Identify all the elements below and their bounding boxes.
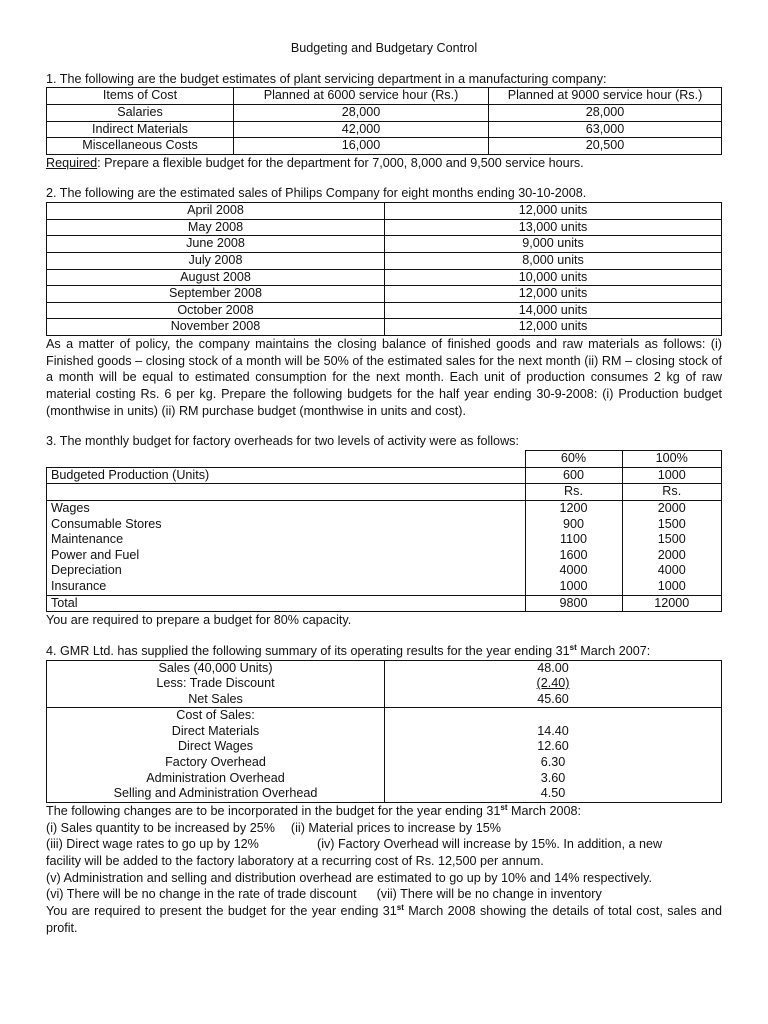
table-cell: 8,000 units xyxy=(385,252,722,269)
q4-heading xyxy=(46,643,722,660)
table-header-cell: Planned at 6000 service hour (Rs.) xyxy=(234,88,489,105)
trade-discount-value: (2.40) xyxy=(536,676,570,691)
table-cell: Net Sales xyxy=(47,692,385,708)
table-row xyxy=(47,786,722,802)
table-cell: 12,000 units xyxy=(385,203,722,220)
table-cell: 2000 xyxy=(622,548,722,564)
table-cell: 12.60 xyxy=(385,739,722,755)
table-cell: Sales (40,000 Units) xyxy=(47,660,385,676)
table-cell: 4000 xyxy=(525,563,622,579)
table-cell: 1000 xyxy=(622,579,722,595)
table-cell: Power and Fuel xyxy=(47,548,526,564)
table-row xyxy=(47,724,722,740)
table-row xyxy=(47,203,722,220)
table-row xyxy=(47,484,722,501)
q4-line xyxy=(46,836,722,853)
table-cell: 4.50 xyxy=(385,786,722,802)
document-page xyxy=(46,40,722,936)
table-cell: Insurance xyxy=(47,579,526,595)
changes-text: The following changes are to be incorporated in the budget for the year ending 31 xyxy=(46,803,501,818)
table-row xyxy=(47,302,722,319)
table-row xyxy=(47,500,722,516)
change-item: (ii) Material prices to increase by 15% xyxy=(290,820,501,835)
change-item: (vii) There will be no change in inventory xyxy=(376,887,602,902)
table-cell: 13,000 units xyxy=(385,219,722,236)
table-cell: Rs. xyxy=(525,484,622,501)
table-cell: Cost of Sales: xyxy=(47,708,385,724)
table-row xyxy=(47,563,722,579)
table-cell: 20,500 xyxy=(489,138,722,155)
table-cell: 3.60 xyxy=(385,771,722,787)
table-cell: 1500 xyxy=(622,517,722,533)
q4-changes-heading xyxy=(46,803,722,820)
table-row xyxy=(47,252,722,269)
q4-heading-text: 4. GMR Ltd. has supplied the following summary of its operating results for the year ending 31 xyxy=(46,643,570,658)
table-row xyxy=(47,286,722,303)
page-title: Budgeting and Budgetary Control xyxy=(290,41,478,55)
table-cell: 14.40 xyxy=(385,724,722,740)
table-cell: Salaries xyxy=(47,105,234,122)
table-row xyxy=(47,548,722,564)
table-row xyxy=(47,219,722,236)
table-cell: July 2008 xyxy=(47,252,385,269)
table-cell: 1600 xyxy=(525,548,622,564)
table-row xyxy=(47,676,722,692)
table-row xyxy=(47,755,722,771)
table-cell: 42,000 xyxy=(234,121,489,138)
ordinal-suffix: st xyxy=(500,802,508,812)
table-cell: Rs. xyxy=(622,484,722,501)
table-row xyxy=(47,579,722,595)
table-cell: 4000 xyxy=(622,563,722,579)
table-cell: Wages xyxy=(47,500,526,516)
table-cell: 1500 xyxy=(622,532,722,548)
table-cell: Maintenance xyxy=(47,532,526,548)
table-cell: October 2008 xyxy=(47,302,385,319)
table-cell: September 2008 xyxy=(47,286,385,303)
table-cell: 9800 xyxy=(525,595,622,612)
table-row xyxy=(47,236,722,253)
table-cell-empty xyxy=(47,484,526,501)
table-cell: 63,000 xyxy=(489,121,722,138)
table-cell: Miscellaneous Costs xyxy=(47,138,234,155)
table-header-cell: 100% xyxy=(622,451,722,468)
table-header-cell: Planned at 9000 service hour (Rs.) xyxy=(489,88,722,105)
table-cell: 2000 xyxy=(622,500,722,516)
table-cell: June 2008 xyxy=(47,236,385,253)
table-cell: Less: Trade Discount xyxy=(47,676,385,692)
q3-heading: 3. The monthly budget for factory overheads for two levels of activity were as follows: xyxy=(46,434,519,449)
table-cell: 16,000 xyxy=(234,138,489,155)
table-cell: Administration Overhead xyxy=(47,771,385,787)
table-row xyxy=(47,660,722,676)
table-cell: 12,000 units xyxy=(385,286,722,303)
change-item: (iv) Factory Overhead will increase by 15%. In addition, a new xyxy=(317,837,663,852)
table-cell: November 2008 xyxy=(47,319,385,336)
table-row xyxy=(47,771,722,787)
table-total-row xyxy=(47,595,722,612)
table-cell: Direct Materials xyxy=(47,724,385,740)
q2-heading: 2. The following are the estimated sales of Philips Company for eight months ending 30-10-2008. xyxy=(46,186,587,201)
final-text: March 2008 showing the details of total cost, sales and profit. xyxy=(46,904,722,935)
table-cell: 1200 xyxy=(525,500,622,516)
q4-line xyxy=(46,820,722,837)
table-header-cell: Items of Cost xyxy=(47,88,234,105)
table-cell xyxy=(385,708,722,724)
q3-footer: You are required to prepare a budget for 80% capacity. xyxy=(46,613,352,628)
table-cell: Indirect Materials xyxy=(47,121,234,138)
table-row xyxy=(47,739,722,755)
table-header-row xyxy=(47,88,722,105)
q4-heading-text: March 2007: xyxy=(576,643,651,658)
q4-line: facility will be added to the factory laboratory at a recurring cost of Rs. 12,500 per annum. xyxy=(46,853,544,868)
table-cell: 1000 xyxy=(525,579,622,595)
table-cell: April 2008 xyxy=(47,203,385,220)
table-cell: Factory Overhead xyxy=(47,755,385,771)
table-cell xyxy=(385,676,722,692)
table-cell: 900 xyxy=(525,517,622,533)
change-item: (vi) There will be no change in the rate of trade discount xyxy=(46,887,357,902)
change-item: (iii) Direct wage rates to go up by 12% xyxy=(46,837,259,852)
table-cell: Consumable Stores xyxy=(47,517,526,533)
ordinal-suffix: st xyxy=(569,642,577,652)
table-cell: 6.30 xyxy=(385,755,722,771)
table-row xyxy=(47,121,722,138)
table-cell: May 2008 xyxy=(47,219,385,236)
table-row xyxy=(47,467,722,484)
table-cell: 600 xyxy=(525,467,622,484)
table-cell: 45.60 xyxy=(385,692,722,708)
final-text: You are required to present the budget for the year ending 31 xyxy=(46,904,397,919)
q3-table xyxy=(46,450,722,612)
table-cell: 1100 xyxy=(525,532,622,548)
q2-table xyxy=(46,202,722,336)
required-label: Required xyxy=(46,155,98,170)
q1-heading: 1. The following are the budget estimates of plant servicing department in a manufacturing company: xyxy=(46,71,607,86)
table-row xyxy=(47,517,722,533)
table-cell: Depreciation xyxy=(47,563,526,579)
changes-text: March 2008: xyxy=(507,803,582,818)
table-cell: 9,000 units xyxy=(385,236,722,253)
q1-required xyxy=(46,155,722,172)
table-cell: Budgeted Production (Units) xyxy=(47,467,526,484)
q4-line: (v) Administration and selling and distribution overhead are estimated to go up by 10% and 14% respectively. xyxy=(46,870,653,885)
table-cell: August 2008 xyxy=(47,269,385,286)
table-cell: 48.00 xyxy=(385,660,722,676)
ordinal-suffix: st xyxy=(396,902,404,912)
table-cell: Total xyxy=(47,595,526,612)
table-row xyxy=(47,319,722,336)
table-row xyxy=(47,532,722,548)
table-cell-empty xyxy=(47,451,526,468)
table-cell: 12000 xyxy=(622,595,722,612)
table-row xyxy=(47,708,722,724)
q4-final xyxy=(46,903,722,936)
table-cell: 12,000 units xyxy=(385,319,722,336)
table-cell: 10,000 units xyxy=(385,269,722,286)
q4-line xyxy=(46,886,722,903)
q2-paragraph: As a matter of policy, the company maintains the closing balance of finished goods and raw materials as follows: (i) Finished goods – closing stock of a month will be 50% of the estimated sales for the next month (ii) RM – closing stock of a month will be equal to estimated consumption for the next month. Each unit of production consumes 2 kg of raw material costing Rs. 6 per kg. Prepare the following budgets for the half year ending 30-9-2008: (i) Production budget (monthwise in units) (ii) RM purchase budget (monthwise in units and cost). xyxy=(46,336,722,418)
table-row xyxy=(47,269,722,286)
q4-table xyxy=(46,660,722,803)
table-cell: 1000 xyxy=(622,467,722,484)
required-text: : Prepare a flexible budget for the department for 7,000, 8,000 and 9,500 service hours. xyxy=(97,155,584,170)
table-cell: 28,000 xyxy=(234,105,489,122)
table-row xyxy=(47,138,722,155)
table-cell: Selling and Administration Overhead xyxy=(47,786,385,802)
table-header-cell: 60% xyxy=(525,451,622,468)
q1-table xyxy=(46,87,722,154)
table-header-row xyxy=(47,451,722,468)
table-row xyxy=(47,692,722,708)
table-row xyxy=(47,105,722,122)
change-item: (i) Sales quantity to be increased by 25% xyxy=(46,820,275,835)
table-cell: 14,000 units xyxy=(385,302,722,319)
table-cell: Direct Wages xyxy=(47,739,385,755)
table-cell: 28,000 xyxy=(489,105,722,122)
